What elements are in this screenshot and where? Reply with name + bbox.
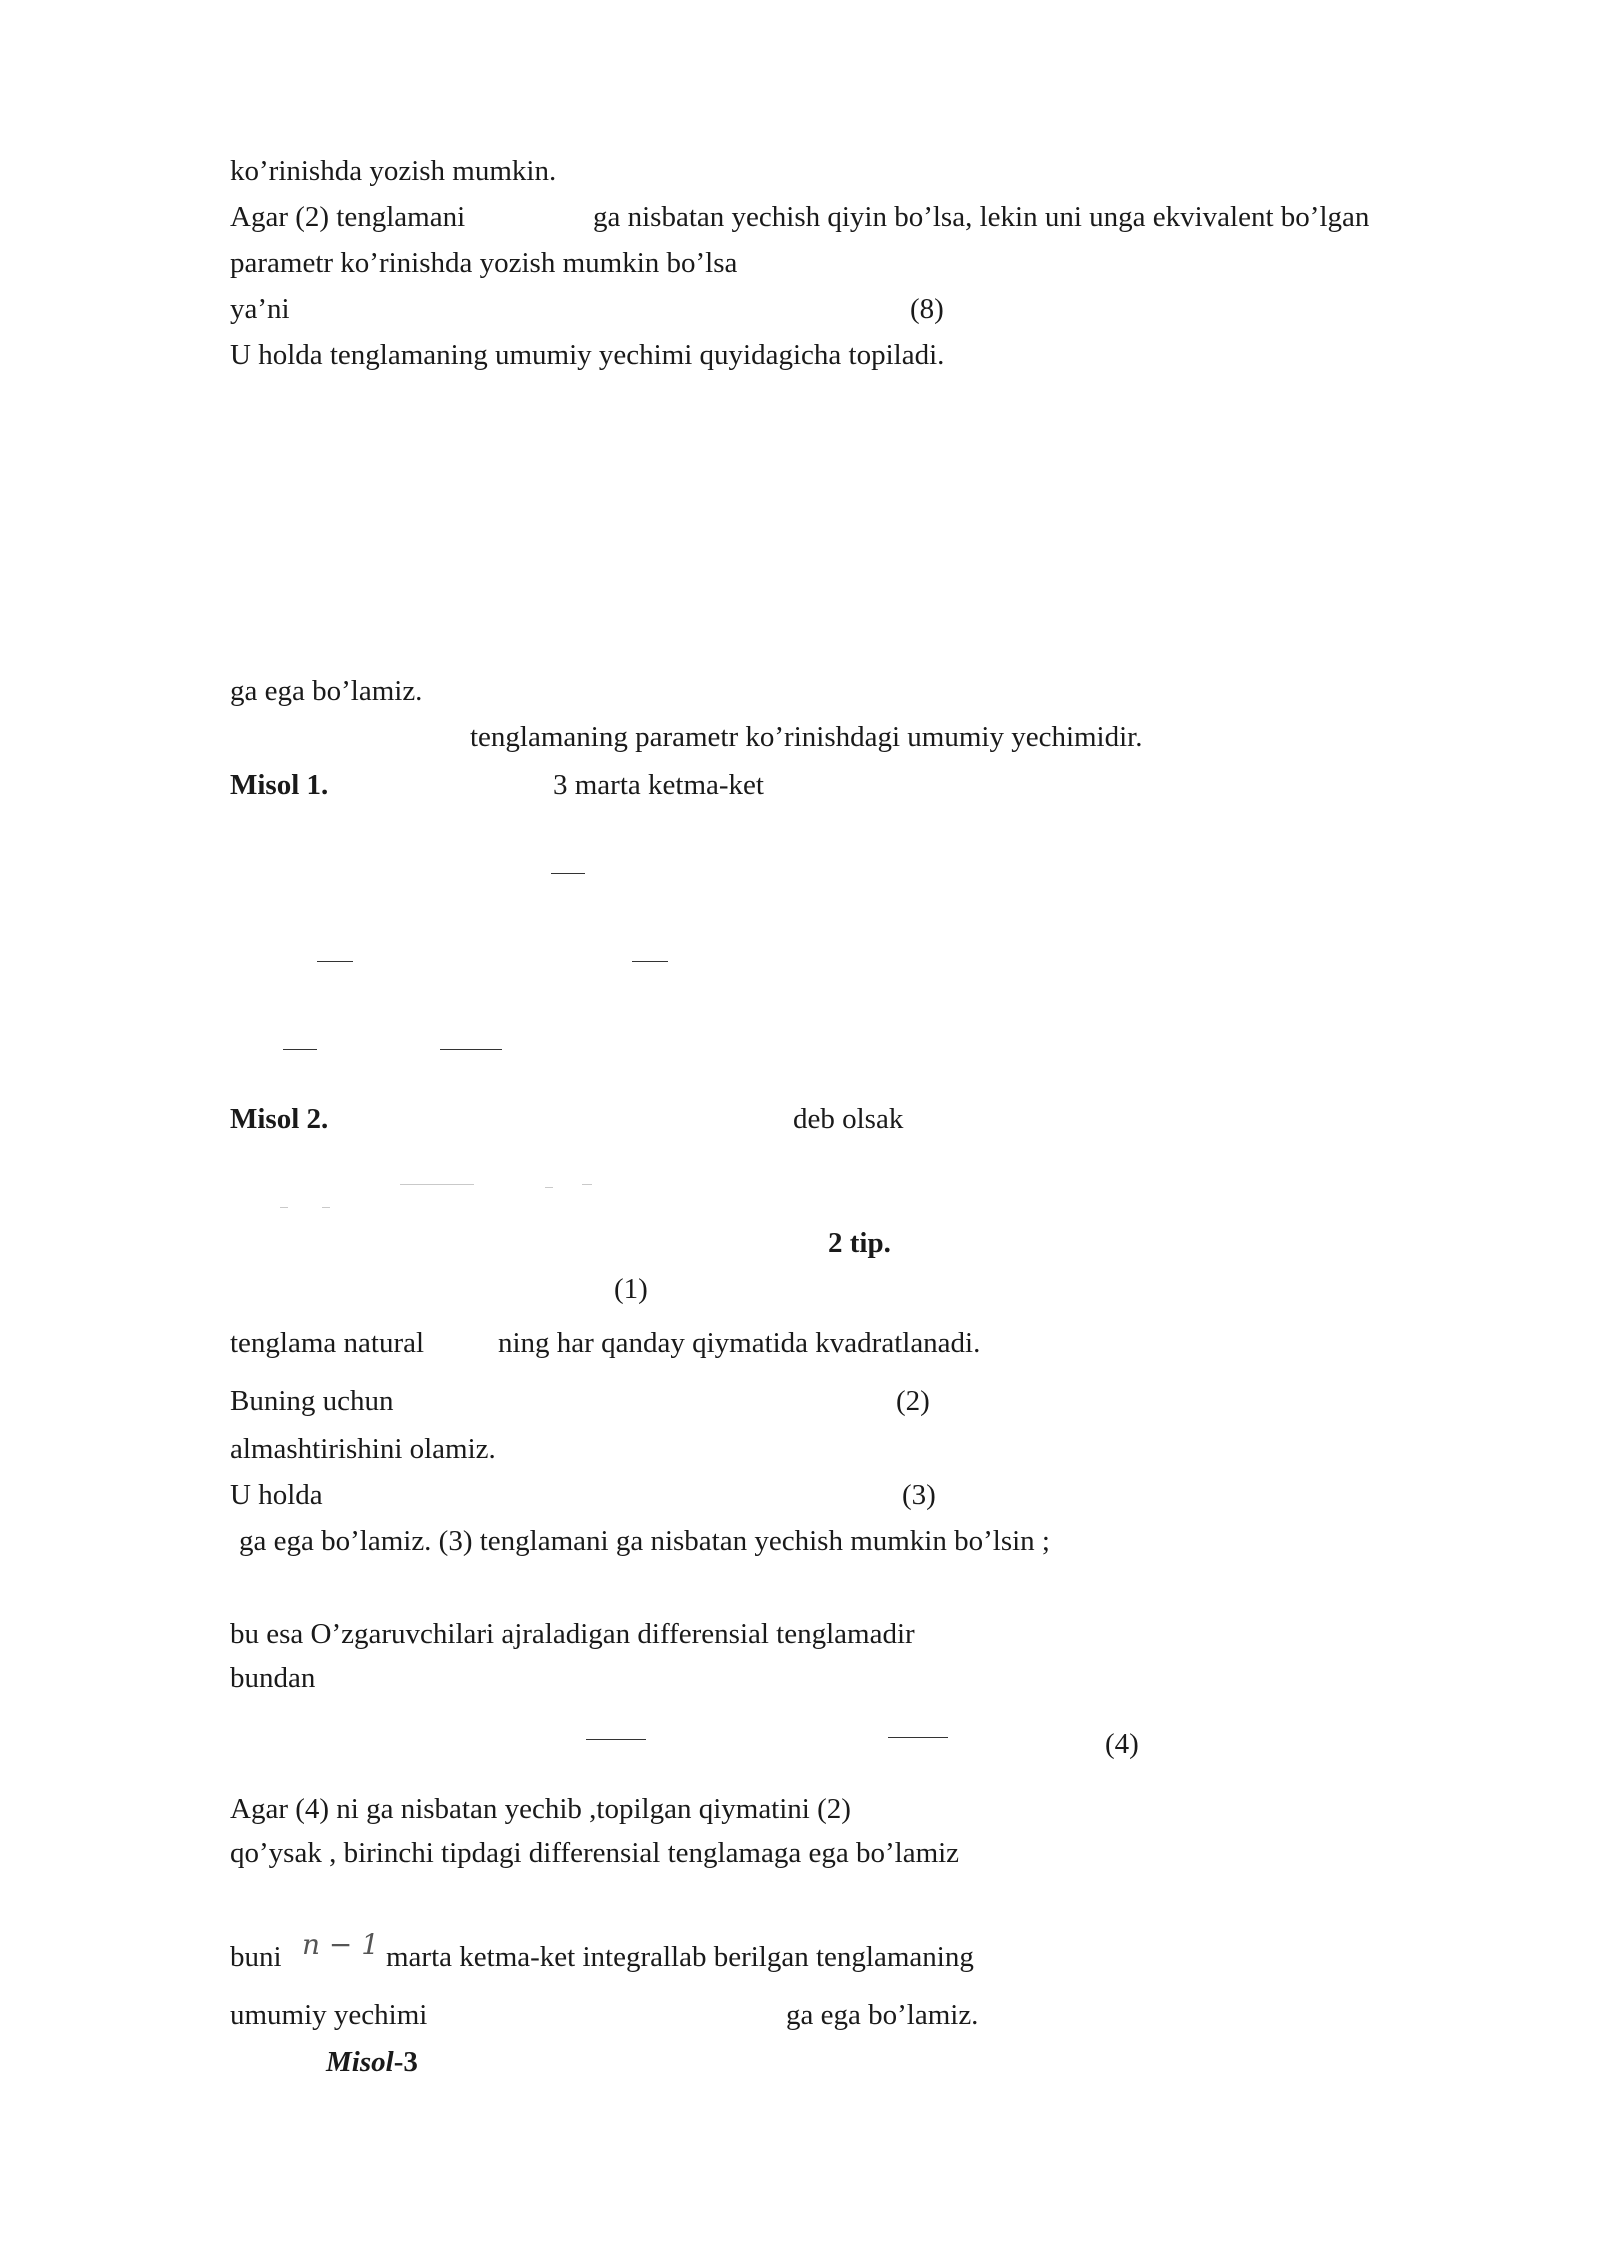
formula-fragment [545, 1187, 553, 1188]
text-line: parametr ko’rinishda yozish mumkin bo’lsa [230, 247, 738, 279]
fraction-bar [586, 1739, 646, 1740]
text-line: ga ega bo’lamiz. [230, 675, 423, 707]
formula-fragment [280, 1207, 288, 1208]
equation-number: (8) [910, 293, 944, 325]
formula-fragment [400, 1184, 474, 1185]
formula-fragment [322, 1207, 330, 1208]
example-label: Misol 1. [230, 769, 329, 801]
text-line: umumiy yechimi [230, 1999, 428, 2031]
text-line: ga ega bo’lamiz. [786, 1999, 979, 2031]
text-line: tenglama natural [230, 1327, 425, 1359]
text-line: U holda [230, 1479, 323, 1511]
text-line: ko’rinishda yozish mumkin. [230, 155, 557, 187]
text-line: almashtirishini olamiz. [230, 1433, 496, 1465]
text-line: bu esa O’zgaruvchilari ajraladigan differensial tenglamadir [230, 1618, 915, 1650]
formula-fragment [582, 1184, 592, 1185]
equation-number: (1) [614, 1273, 648, 1305]
example-label [326, 2045, 418, 2080]
text-line: buni [230, 1941, 282, 1973]
text-line: 3 marta ketma-ket [553, 769, 764, 801]
equation-number: (2) [896, 1385, 930, 1417]
text-line: Agar (2) tenglamani [230, 201, 466, 233]
fraction-bar [888, 1737, 948, 1738]
text-line: Agar (4) ni ga nisbatan yechib ,topilgan qiymatini (2) [230, 1793, 851, 1825]
example-label-italic: Misol [326, 2046, 394, 2078]
text-line: Buning uchun [230, 1385, 394, 1417]
section-heading: 2 tip. [828, 1227, 891, 1259]
text-line: bundan [230, 1662, 316, 1694]
fraction-bar [283, 1049, 317, 1050]
text-line: qo’ysak , birinchi tipdagi differensial tenglamaga ega bo’lamiz [230, 1837, 960, 1869]
text-line: U holda tenglamaning umumiy yechimi quyidagicha topiladi. [230, 339, 945, 371]
text-line: deb olsak [793, 1103, 904, 1135]
text-line: ga ega bo’lamiz. (3) tenglamani ga nisbatan yechish mumkin bo’lsin ; [239, 1525, 1050, 1557]
equation-number: (4) [1105, 1728, 1139, 1760]
inline-formula: n − 1 [302, 1928, 380, 1961]
text-line: ga nisbatan yechish qiyin bo’lsa, lekin uni unga ekvivalent bo’lgan [593, 201, 1370, 233]
fraction-bar [632, 961, 668, 962]
text-line: ya’ni [230, 293, 290, 325]
fraction-bar [440, 1049, 502, 1050]
text-line: tenglamaning parametr ko’rinishdagi umumiy yechimidir. [470, 721, 1143, 753]
example-label: Misol 2. [230, 1103, 329, 1135]
fraction-bar [551, 873, 585, 874]
text-line: marta ketma-ket integrallab berilgan tenglamaning [386, 1941, 974, 1973]
equation-number: (3) [902, 1479, 936, 1511]
example-label-number: -3 [393, 2046, 418, 2078]
text-line: ning har qanday qiymatida kvadratlanadi. [498, 1327, 981, 1359]
fraction-bar [317, 961, 353, 962]
